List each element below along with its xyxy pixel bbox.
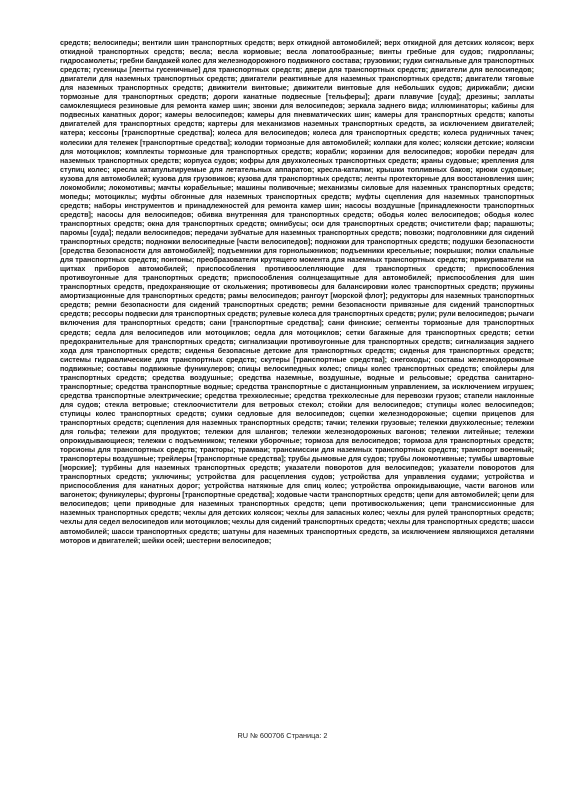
goods-list-text: средств; велосипеды; вентили шин транспортных средств; верх откидной автомобилей; верх откидной для детских колясок; верх откидной транспортных средств; весла; весла кормовые; весла лопатообразные; винты гребные для судов; гидропланы; гидросамолеты; гребни бандажей колес для железнодорожного подвижного состава; грузовики; гудки сигнальные для транспортных средств; гусеницы [ленты гусеничные] для транспортных средств; двери для транспортных средств; двигатели для велосипедов; двигатели для наземных транспортных средств; двигатели реактивные для наземных транспортных средств; двигатели тяговые для наземных транспортных средств; движители винтовые; движители винтовые для небольших судов; дирижабли; диски тормозные для транспортных средств; дороги канатные подвесные [тельферы]; драги плавучие [суда]; дрезины; заплаты самоклеящиеся резиновые для ремонта камер шин; звонки для велосипедов; зеркала заднего вида; иллюминаторы; кабины для подвесных канатных дорог; камеры велосипедов; камеры для пневматических шин; камеры для транспортных средств; капоты двигателей для транспортных средств; картеры для механизмов наземных транспортных средств, за исключением двигателей; катера; кессоны [транспортные средства]; колеса для велосипедов; колеса для транспортных средств; колеса рудничных тачек; колесики для тележек [транспортные средства]; колодки тормозные для автомобилей; колпаки для колес; коляски детские; коляски для мотоциклов; комплекты тормозные для транспортных средств; корабли; корзинки для велосипедов; коробки передач для наземных транспортных средств; корпуса судов; кофры для двухколесных транспортных средств; краны судовые; крепления для ступиц колес; кресла катапультируемые для летательных аппаратов; кресла-каталки; крышки топливных баков; крюки судовые; кузова для автомобилей; кузова для грузовиков; кузова для транспортных средств; ленты протекторные для восстановления шин; локомобили; локомотивы; мачты корабельные; машины поливочные; механизмы силовые для наземных транспортных средств; мопеды; мотоциклы; муфты обгонные для наземных транспортных средств; муфты сцепления для наземных транспортных средств; наборы инструментов и принадлежностей для ремонта камер шин; насосы воздушные [принадлежности транспортных средств]; насосы для велосипедов; обивка внутренняя для транспортных средств; ободья колес велосипедов; ободья колес транспортных средств; окна для транспортных средств; омнибусы; оси для транспортных средств; очистители фар; парашюты; паромы [суда]; педали велосипедов; передачи зубчатые для наземных транспортных средств; повозки; подголовники для сидений транспортных средств; подножки велосипедные [части велосипедов]; подножки для транспортных средств; подушки безопасности [средства безопасности для автомобилей]; подъемники для горнолыжников; подъемники кресельные; покрышки; полки спальные для транспортных средств; понтоны; преобразователи крутящего момента для наземных транспортных средств; прикуриватели на щитках приборов автомобилей; приспособления противоослепляющие для транспортных средств; приспособления противоугонные для транспортных средств; приспособления солнцезащитные для автомобилей; приспособления для шин транспортных средств, предохраняющие от скольжения; противовесы для балансировки колес транспортных средств; пружины амортизационные для транспортных средств; рамы велосипедов; рангоут [морской флот]; редукторы для наземных транспортных средств; ремни безопасности для сидений транспортных средств; ремни безопасности привязные для сидений транспортных средств; рессоры подвески для транспортных средств; рулевые колеса для транспортных средств; рули; рули велосипедов; рычаги включения для транспортных средств; сани [транспортные средства]; сани финские; сегменты тормозные для транспортных средств; седла для велосипедов или мотоциклов; седла для мотоциклов; сетки багажные для транспортных средств; сетки предохранительные для транспортных средств; сигнализации противоугонные для транспортных средств; сигнализация заднего хода для транспортных средств; сиденья безопасные детские для транспортных средств; сиденья для транспортных средств; системы гидравлические для транспортных средств; скутеры [транспортные средства]; снегоходы; составы железнодорожные подвижные; составы подвижные фуникулеров; спицы велосипедных колес; спицы колес транспортных средств; спойлеры для транспортных средств; средства воздушные; средства наземные, воздушные, водные и рельсовые; средства санитарно-транспортные; средства транспортные водные; средства транспортные с дистанционным управлением, за исключением игрушек; средства транспортные электрические; средства трехколесные; средства трехколесные для перевозки грузов; стапели наклонные для судов; стекла ветровые; стеклоочистители для ветровых стекол; стойки для велосипедов; ступицы колес велосипедов; ступицы колес транспортных средств; сумки седловые для велосипедов; сцепки железнодорожные; сцепки прицепов для транспортных средств; сцепления для наземных транспортных средств; тачки; тележки грузовые; тележки двухколесные; тележки для гольфа; тележки для продуктов; тележки для шлангов; тележки железнодорожных вагонов; тележки литейные; тележки опрокидывающиеся; тележки с подъемником; тележки уборочные; тормоза для велосипедов; тормоза для транспортных средств; торсионы для транспортных средств; тракторы; трамваи; трансмиссии для наземных транспортных средств; транспорт военный; транспортеры воздушные; трейлеры [транспортные средства]; трубы дымовые для судов; трубы локомотивные; тумбы швартовые [морские]; турбины для наземных транспортных средств; указатели поворотов для велосипедов; указатели поворотов для транспортных средств; уключины; устройства для расцепления судов; устройства для управления судами; устройства и приспособления для канатных дорог; устройства натяжные для спиц колес; устройства опрокидывающие, части вагонов или вагонеток; фуникулеры; фургоны [транспортные средства]; ходовые части транспортных средств; цепи для автомобилей; цепи для велосипедов; цепи приводные для наземных транспортных средств; цепи противоскольжения; цепи трансмиссионные для наземных транспортных средств; чехлы для детских колясок; чехлы для запасных колес; чехлы для рулей транспортных средств; чехлы для седел велосипедов или мотоциклов; чехлы для сидений транспортных средств; чехлы для транспортных средств; шасси автомобилей; шасси транспортных средств; шатуны для наземных транспортных средств, за исключением являющихся деталями моторов и двигателей; шейки осей; шестерни велосипедов; [60,38,534,545]
page-footer: RU № 600706 Страница: 2 [237,731,328,740]
